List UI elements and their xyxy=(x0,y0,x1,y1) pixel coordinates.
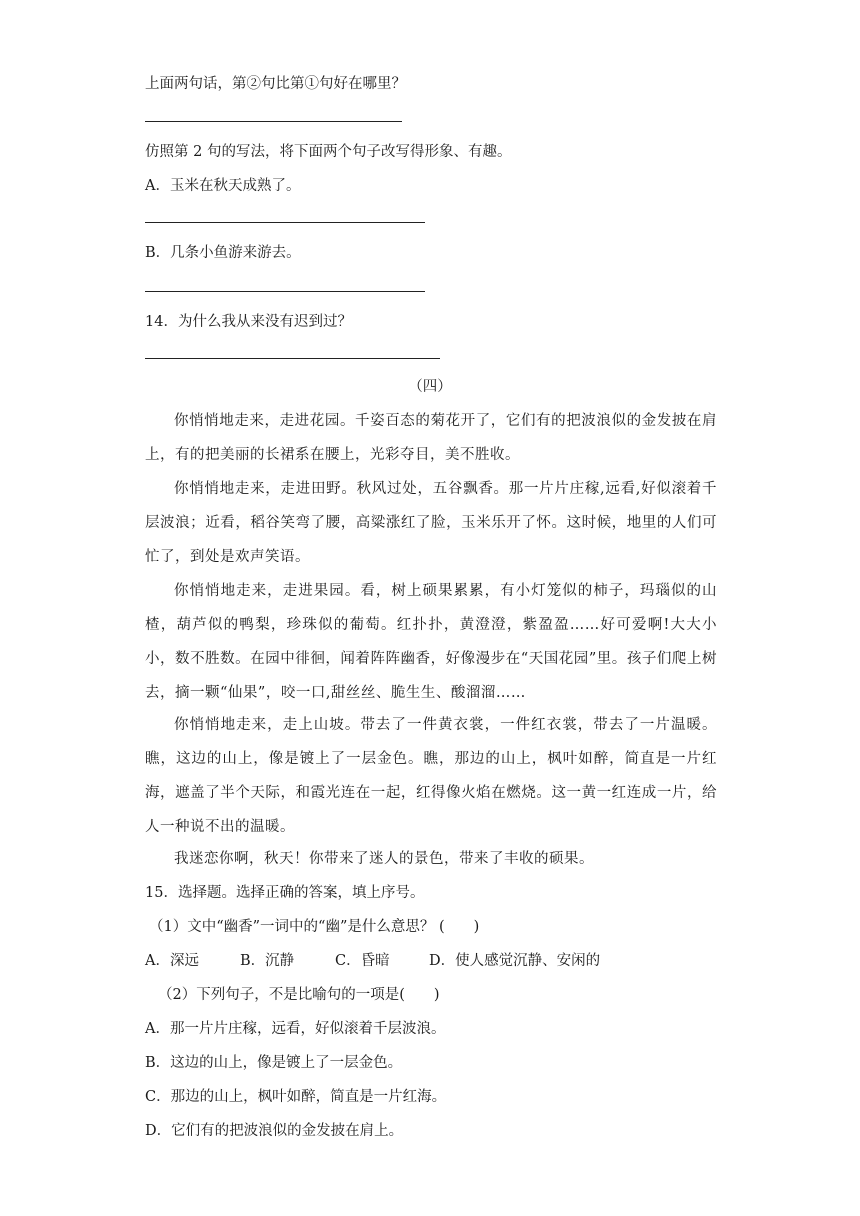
answer-line[interactable] xyxy=(145,222,425,223)
question-14: 14．为什么我从来没有迟到过？ xyxy=(145,314,352,330)
passage-paragraph: 你悄悄地走来，走进果园。看，树上硕果累累，有小灯笼似的柿子，玛瑙似的山楂，葫芦似的鸭梨，珍珠似的葡萄。红扑扑，黄澄澄，紫盈盈……好可爱啊!大大小小，数不胜数。在园中徘徊，闻着阵阵幽香，好像漫步在“天国花园”里。孩子们爬上树去，摘一颗“仙果”，咬一口,甜丝丝、脆生生、酸溜溜…… xyxy=(145,583,717,701)
question-15-1-options xyxy=(145,951,600,971)
option-a: A．那一片片庄稼，远看，好似滚着千层波浪。 xyxy=(145,1021,446,1037)
answer-line[interactable] xyxy=(145,121,402,122)
option-d: D．它们有的把波浪似的金发披在肩上。 xyxy=(145,1123,404,1139)
question-15-2: （2）下列句子，不是比喻句的一项是( ) xyxy=(158,987,440,1003)
rewrite-item-a: A．玉米在秋天成熟了。 xyxy=(145,178,301,194)
option-c: C．那边的山上，枫叶如醉，简直是一片红海。 xyxy=(145,1089,447,1105)
question-rewrite-instructions: 仿照第 2 句的写法，将下面两个句子改写得形象、有趣。 xyxy=(145,144,512,160)
passage-paragraph: 你悄悄地走来，走上山坡。带去了一件黄衣裳，一件红衣裳，带去了一片温暖。瞧，这边的山上，像是镀上了一层金色。瞧，那边的山上，枫叶如醉，简直是一片红海，遮盖了半个天际，和霞光连在一起，红得像火焰在燃烧。这一黄一红连成一片，给人一种说不出的温暖。 xyxy=(145,717,717,835)
option-b: B．这边的山上，像是镀上了一层金色。 xyxy=(145,1055,403,1071)
passage-paragraph: 你悄悄地走来，走进花园。千姿百态的菊花开了，它们有的把波浪似的金发披在肩上，有的把美丽的长裙系在腰上，光彩夺目，美不胜收。 xyxy=(145,413,717,463)
passage-paragraph: 我迷恋你啊，秋天！你带来了迷人的景色，带来了丰收的硕果。 xyxy=(174,851,594,867)
question-15-1: （1）文中“幽香”一词中的“幽”是什么意思？ ( ) xyxy=(149,919,480,935)
question-15: 15．选择题。选择正确的答案，填上序号。 xyxy=(145,885,425,901)
question-compare-sentences: 上面两句话，第②句比第①句好在哪里？ xyxy=(145,76,406,92)
option-c: C．昏暗 xyxy=(335,953,390,969)
passage-paragraph: 你悄悄地走来，走进田野。秋风过处，五谷飘香。那一片片庄稼,远看,好似滚着千层波浪；近看，稻谷笑弯了腰，高粱涨红了脸，玉米乐开了怀。这时候，地里的人们可忙了，到处是欢声笑语。 xyxy=(145,481,717,565)
option-b: B．沉静 xyxy=(240,953,295,969)
rewrite-item-b: B．几条小鱼游来游去。 xyxy=(145,245,301,261)
answer-line[interactable] xyxy=(145,291,425,292)
answer-line[interactable] xyxy=(145,358,440,359)
option-a: A．深远 xyxy=(145,953,199,969)
section-title: （四） xyxy=(408,379,452,395)
option-d: D．使人感觉沉静、安闲的 xyxy=(429,953,601,969)
